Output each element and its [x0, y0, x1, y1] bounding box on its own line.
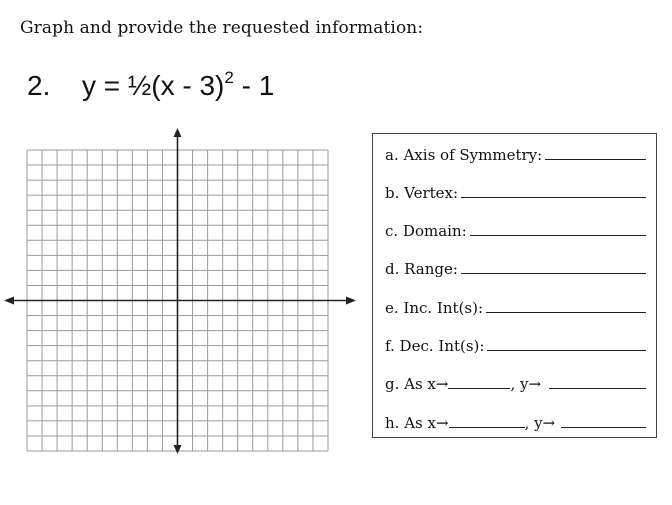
- end-behavior-left-y-label: , y→: [524, 414, 556, 432]
- end-behavior-left-x-blank[interactable]: [449, 426, 525, 428]
- range-blank[interactable]: [461, 272, 646, 274]
- end-behavior-right-y-label: , y→: [510, 375, 542, 393]
- info-box: [372, 133, 657, 438]
- domain-label: c. Domain:: [385, 222, 467, 240]
- increasing-intervals-label: e. Inc. Int(s):: [385, 299, 484, 317]
- problem-number: 2.: [27, 70, 51, 101]
- axis-of-symmetry-blank[interactable]: [545, 158, 646, 160]
- end-behavior-left-y-blank[interactable]: [561, 426, 646, 428]
- end-behavior-right-label: g. As x→: [385, 375, 449, 393]
- domain-row: [385, 222, 646, 240]
- axis-of-symmetry-label: a. Axis of Symmetry:: [385, 146, 543, 164]
- range-row: [385, 260, 646, 278]
- decreasing-intervals-blank[interactable]: [487, 349, 646, 351]
- instruction-text: Graph and provide the requested information:: [20, 18, 424, 38]
- vertex-label: b. Vertex:: [385, 184, 459, 202]
- domain-blank[interactable]: [470, 234, 646, 236]
- increasing-intervals-row: [385, 299, 646, 317]
- increasing-intervals-blank[interactable]: [486, 311, 646, 313]
- range-label: d. Range:: [385, 260, 458, 278]
- vertex-blank[interactable]: [461, 196, 646, 198]
- x-axis-left-arrow-icon: [4, 297, 14, 305]
- end-behavior-right-y-blank[interactable]: [549, 387, 646, 389]
- end-behavior-right-x-blank[interactable]: [448, 387, 510, 389]
- end-behavior-left-row: [385, 414, 646, 432]
- equation-exponent: 2: [224, 68, 234, 87]
- decreasing-intervals-row: [385, 337, 646, 355]
- axis-of-symmetry-row: [385, 146, 646, 164]
- end-behavior-right-row: [385, 375, 646, 393]
- coordinate-grid: [0, 128, 370, 458]
- x-axis-right-arrow-icon: [346, 297, 356, 305]
- problem-equation: y = ½(x - 3): [82, 70, 225, 101]
- decreasing-intervals-label: f. Dec. Int(s):: [385, 337, 485, 355]
- problem-statement: [27, 68, 274, 102]
- y-axis-down-arrow-icon: [174, 445, 182, 454]
- equation-tail: - 1: [233, 70, 275, 101]
- end-behavior-left-label: h. As x→: [385, 414, 449, 432]
- vertex-row: [385, 184, 646, 202]
- y-axis-up-arrow-icon: [174, 128, 182, 137]
